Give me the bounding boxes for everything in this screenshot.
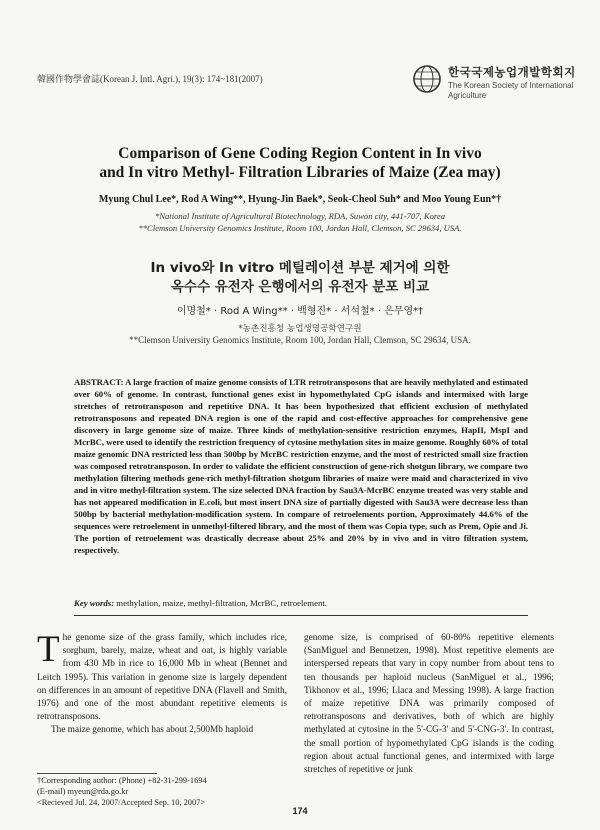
title-english-line1: Comparison of Gene Coding Region Content in In vivo — [118, 145, 482, 162]
society-logo-block — [412, 60, 576, 108]
dropcap: T — [37, 629, 60, 670]
affiliation-english-2: **Clemson University Genomics Institute, Room 100, Jordan Hall, Clemson, SC 29634, USA. — [138, 223, 462, 233]
authors-korean: 이명철* · Rod A Wing** · 백형진* · 서석철* · 은무영*† — [176, 306, 424, 317]
keywords — [74, 598, 528, 608]
body-left-column — [37, 629, 287, 738]
journal-reference: 韓國作物學會誌(Korean J. Intl. Agri.), 19(3): 174~181(2007) — [37, 74, 263, 84]
body-paragraph-2: The maize genome, which has about 2,500Mb haploid — [51, 725, 254, 736]
footnote-divider — [37, 773, 157, 774]
body-paragraph-right: genome size, is comprised of 60-80% repetitive elements (SanMiguel and Bennetzen, 1998). Most repetitive elements are interspersed repeats that vary in copy number from about tens to ten thousands per haploid nucleus (SanMiguel et al., 1996; Tikhonov et al., 1996; Llaca and Messing 1998). A large fraction of maize repetitive DNA was primarily composed of retrotransposons and derivatives, both of which are highly methylated at cytosine in the 5'-CG-3' and 5'-CNG-3'. In contrast, the small portion of hypomethylated CpG islands is the coding region about actual functional genes, and intermixed with large stretches of repetitive or junk — [304, 633, 554, 776]
title-english-line2: and In vitro Methyl- Filtration Libraries of Maize (Zea may) — [99, 164, 501, 181]
footnote-email: (E-mail) myeun@rda.go.kr — [37, 787, 129, 796]
keywords-text: methylation, maize, methyl-filtration, McrBC, retroelement. — [116, 598, 327, 608]
globe-icon — [412, 64, 442, 94]
abstract: ABSTRACT: A large fraction of maize genome consists of LTR retrotransposons that are heavily methylated and estimated over 60% of genome. In contrast, functional genes exist in hypomethylated CpG islands and intermixed with large stretches of retrotransposon and repetitive DNA. It has been hypothesized that efficient exclusion of methylated retrotransposons and repeated DNA region is one of the rapid and cost-effective approaches for comprehensive gene discovery in large genome size of maize. Three kinds of methylation-sensitive restriction enzymes, HapII, MspI and McrBC, were used to identify the restriction frequency of cytosine methylation sites in maize genome. Roughly 60% of total maize genomic DNA restricted less than 500bp by McrBC restriction enzyme, and the most of restricted small size fraction was composed retrotransposon. In order to validate the efficient construction of gene-rich shotgun library, we compare two methylation filtering methods gene-rich methyl-filtration shotgum libraries of maize were maid and characterized in vivo and in vitro methyl-filtration system. The size selected DNA fraction by Sau3A-McrBC enzyme treated was very stable and has not appeared modification in E.coli, but most insert DNA size of partially digested with Sau3A were decrease less than 500bp by bacterial methylation-modification system. In compare of retroelements portion, Approximately 44.6% of the sequences were retroelement in unmethyl-filtered library, and the most of them was Copia type, such as Prem, Opie and Ji. The portion of retroelement was drastically decrease about 25% and 20% by in vivo and in vitro filtration system, respectively. — [74, 377, 528, 555]
intro-text: he genome size of the grass family, which includes rice, sorghum, barely, maize, wheat and oat, is highly variable from 430 Mb in rice to 16,000 Mb in wheat (Bennet and Leitch 1995). This variation in genome size is largely dependent on differences in an amount of repetitive DNA (Flavell and Smith, 1976) and one of the most abundant repetitive elements is retrotransposons. — [37, 633, 287, 723]
affiliation-english-1: *National Institute of Agricultural Biotechnology, RDA, Suwon city, 441-707, Korea — [154, 211, 446, 221]
footnote-dates: <Recieved Jul. 24, 2007/Accepted Sep. 10, 2007> — [37, 798, 206, 807]
intro-paragraph — [37, 629, 287, 724]
society-name-english-line2: Agriculture — [448, 91, 487, 100]
title-korean-line1: In vivo와 In vitro 메틸레이션 부분 제거에 의한 — [150, 260, 450, 276]
affiliation-korean-1: *농촌진흥청 농업생명공학연구원 — [238, 324, 362, 334]
society-name-korean: 한국국제농업개발학회지 — [448, 65, 576, 79]
society-name-english-line1: The Korean Society of International — [448, 81, 574, 90]
footnote-corresponding: †Corresponding author: (Phone) +82-31-299-1694 — [37, 776, 207, 785]
body-right-column — [304, 632, 554, 777]
authors-english: Myung Chul Lee*, Rod A Wing**, Hyung-Jin Baek*, Seok-Cheol Suh* and Moo Young Eun*† — [98, 194, 502, 205]
section-divider — [74, 615, 528, 616]
affiliation-korean-2: **Clemson University Genomics Institute, Room 100, Jordan Hall, Clemson, SC 29634, USA. — [129, 335, 471, 345]
keywords-label: Key words: — [74, 598, 115, 608]
page-number: 174 — [292, 806, 308, 816]
title-korean-line2: 옥수수 유전자 은행에서의 유전자 분포 비교 — [170, 279, 430, 295]
